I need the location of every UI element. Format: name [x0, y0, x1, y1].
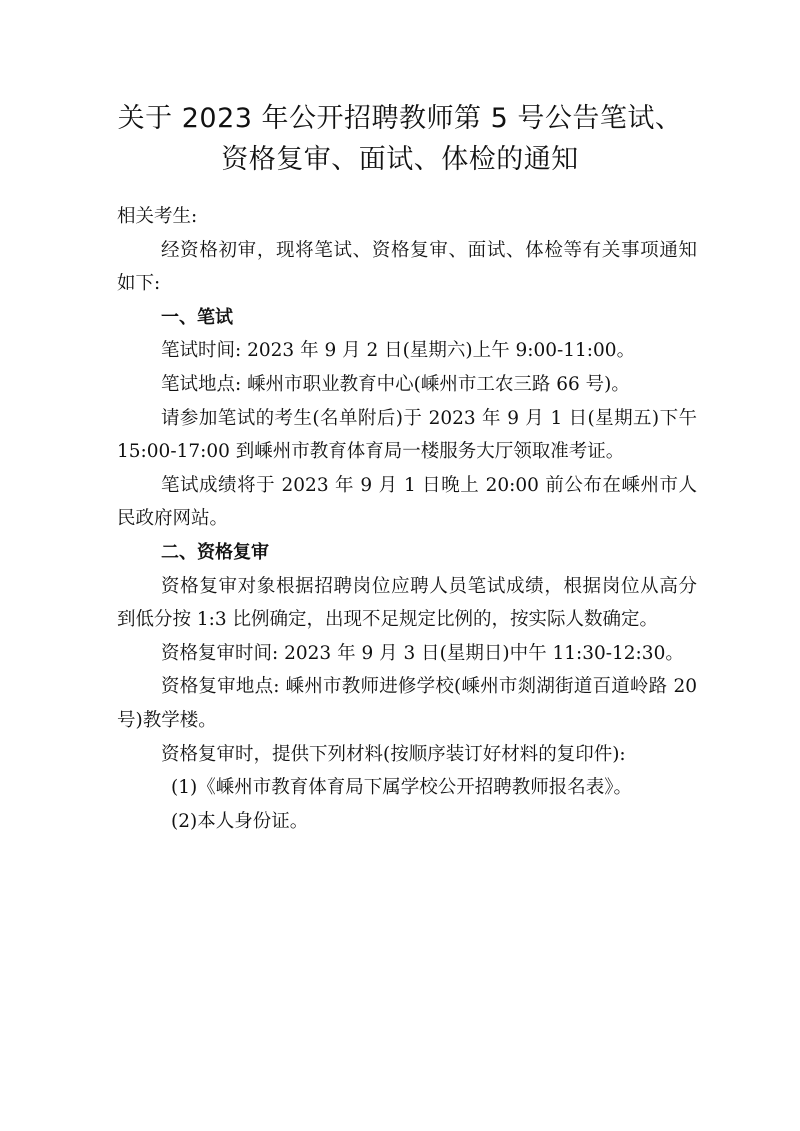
review-location: 资格复审地点: 嵊州市教师进修学校(嵊州市剡湖街道百道岭路 20 号)教学楼。 [117, 676, 697, 731]
exam-time: 笔试时间: 2023 年 9 月 2 日(星期六)上午 9:00-11:00。 [161, 340, 636, 362]
materials-item-1: (1)《嵊州市教育体育局下属学校公开招聘教师报名表》。 [171, 777, 632, 799]
notice-title-line-2: 资格复审、面试、体检的通知 [221, 144, 579, 175]
salutation: 相关考生: [117, 206, 198, 227]
notice-body [117, 200, 697, 838]
exam-results-paragraph: 笔试成绩将于 2023 年 9 月 1 日晚上 20:00 前公布在嵊州市人民政府网站。 [117, 474, 697, 530]
materials-item-2: (2)本人身份证。 [171, 810, 309, 832]
exam-location: 笔试地点: 嵊州市职业教育中心(嵊州市工农三路 66 号)。 [161, 373, 630, 395]
notice-title-line-1: 关于 2023 年公开招聘教师第 5 号公告笔试、 [117, 103, 683, 134]
materials-intro: 资格复审时，提供下列材料(按顺序装订好材料的复印件): [161, 743, 626, 765]
review-scope-paragraph: 资格复审对象根据招聘岗位应聘人员笔试成绩，根据岗位从高分到低分按 1:3 比例确定，出现不足规定比例的，按实际人数确定。 [117, 575, 697, 631]
admission-ticket-paragraph: 请参加笔试的考生(名单附后)于 2023 年 9 月 1 日(星期五)下午 15:00-17:00 到嵊州市教育体育局一楼服务大厅领取准考证。 [117, 407, 697, 463]
section-2-heading: 二、资格复审 [161, 541, 269, 563]
review-time: 资格复审时间: 2023 年 9 月 3 日(星期日)中午 11:30-12:30。 [161, 642, 684, 664]
section-1-heading: 一、笔试 [161, 306, 233, 328]
intro-paragraph: 经资格初审，现将笔试、资格复审、面试、体检等有关事项通知如下: [117, 239, 697, 295]
